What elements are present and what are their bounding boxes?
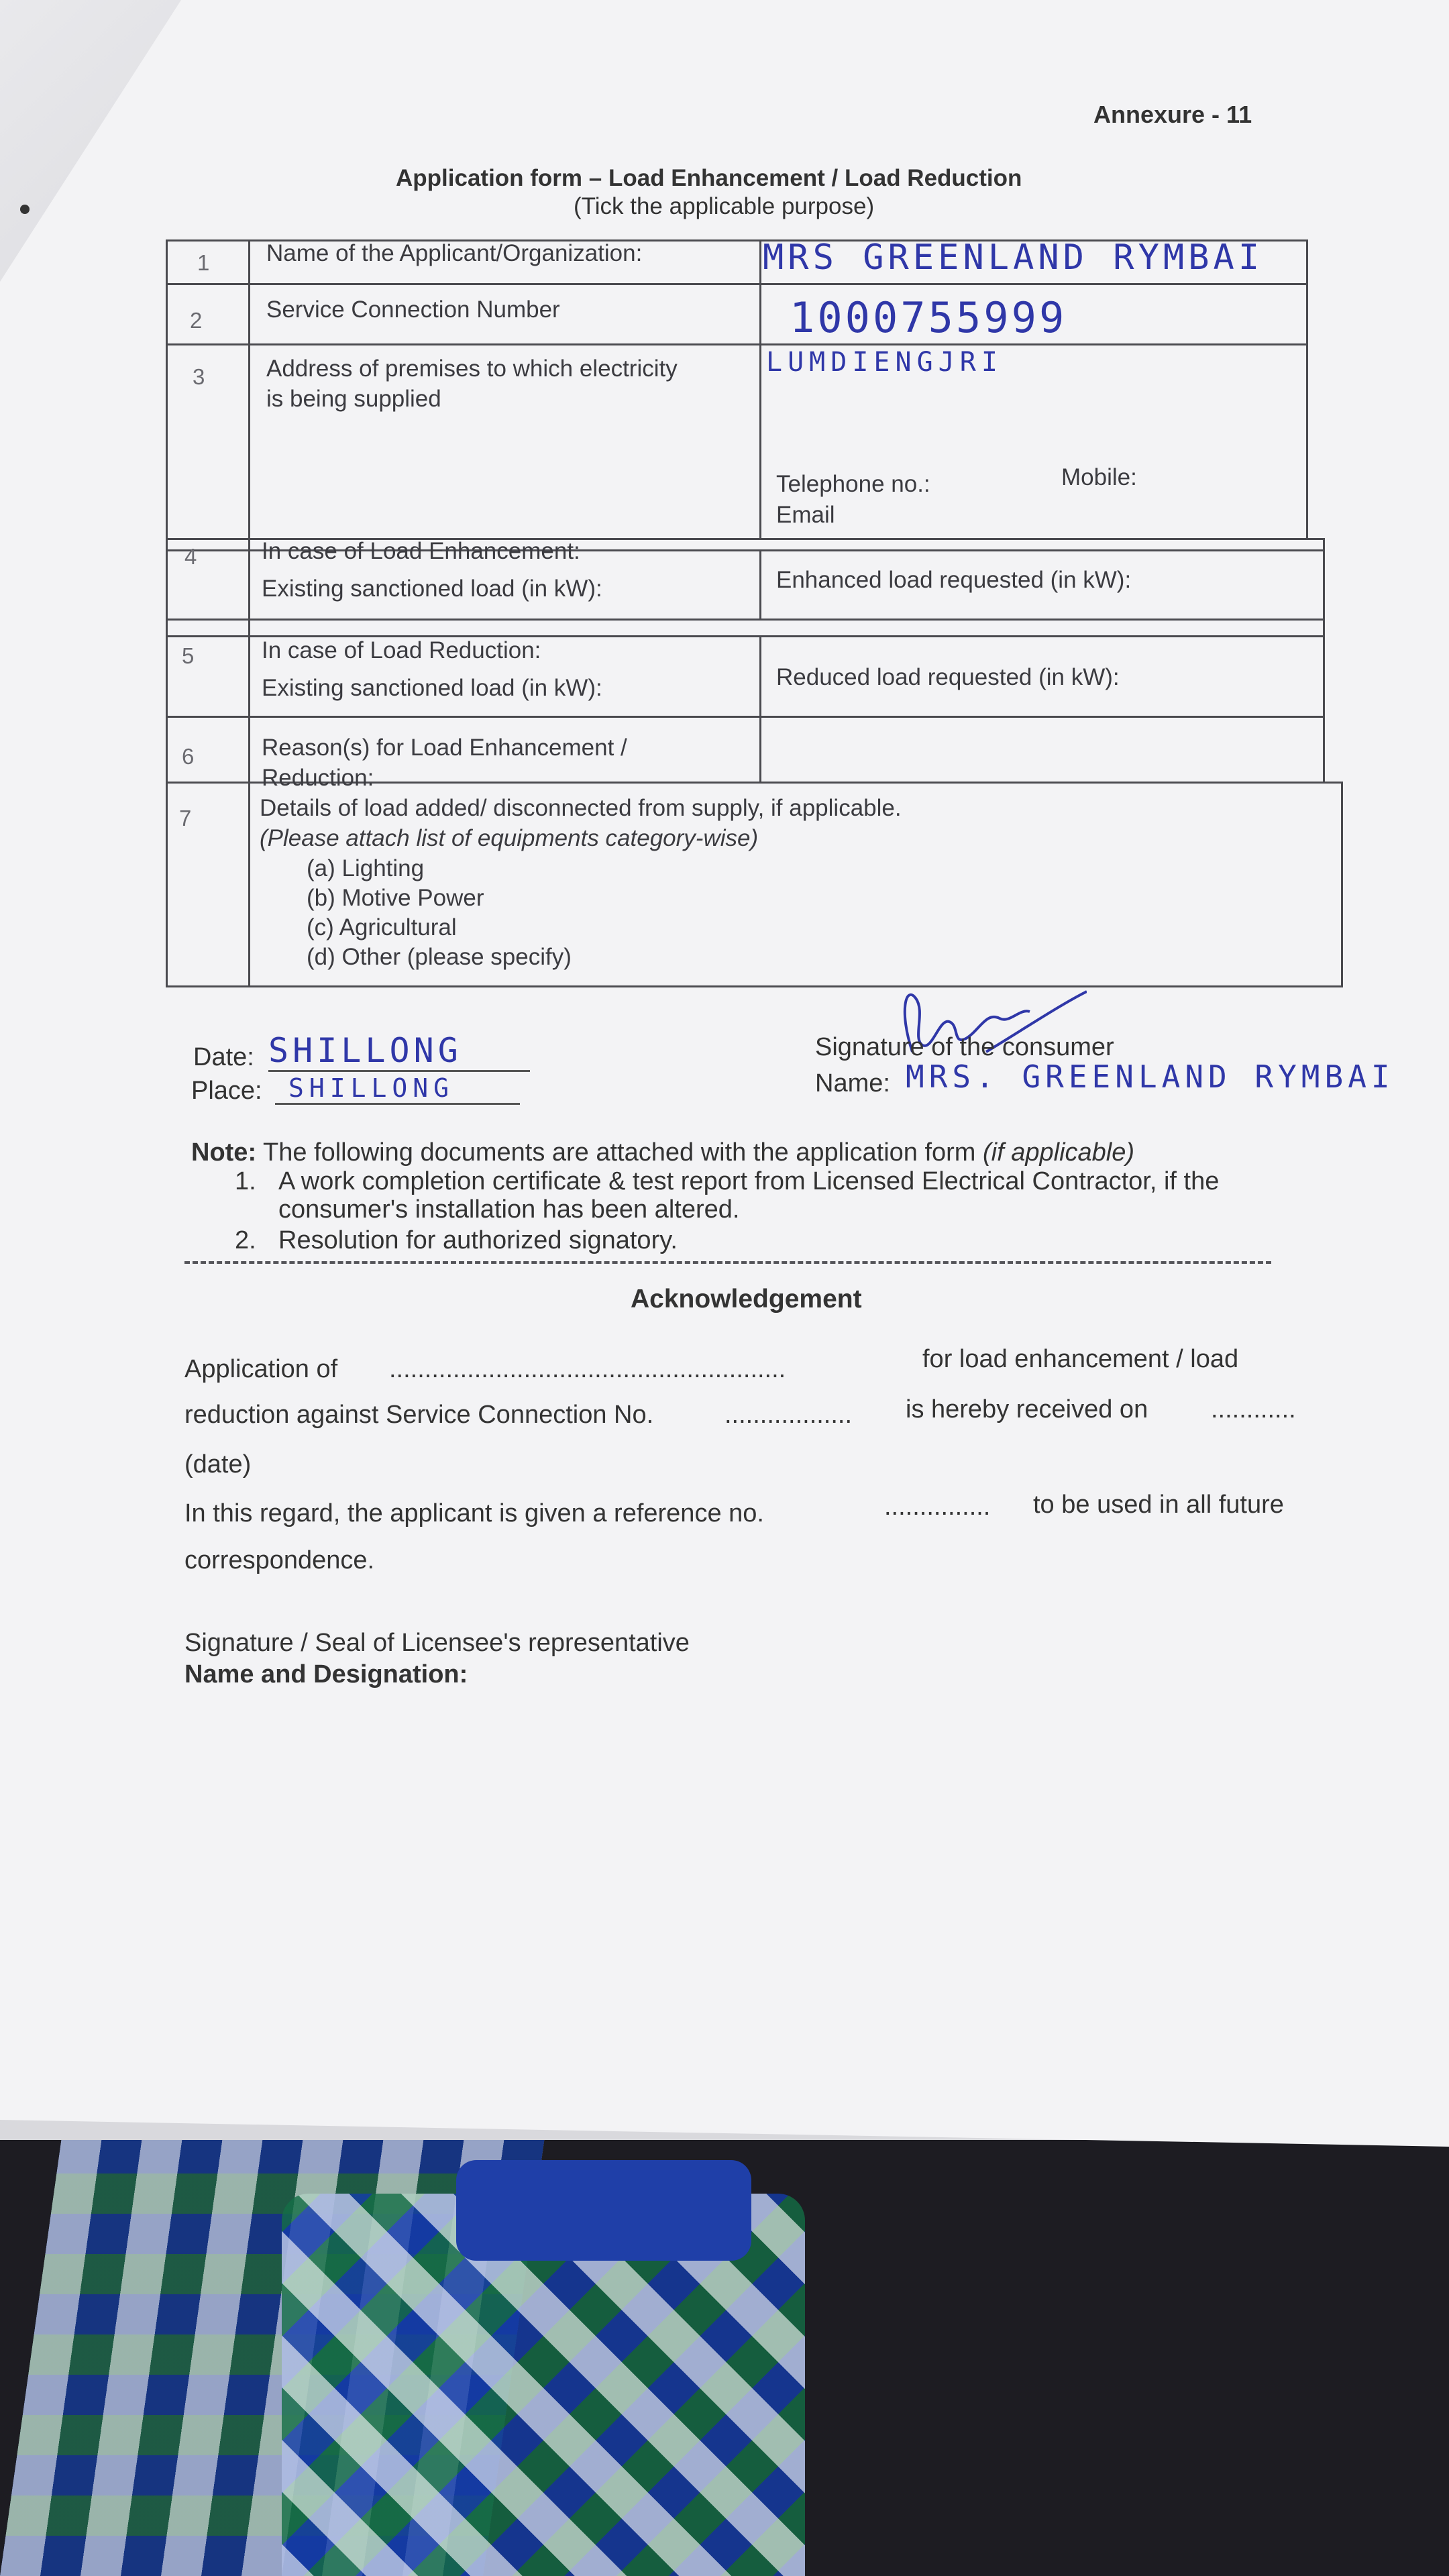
load-item-motive-power: (b) Motive Power <box>307 885 484 911</box>
place-value: SHILLONG <box>288 1073 455 1103</box>
reduction-existing-label: Existing sanctioned load (in kW): <box>262 675 602 701</box>
background-fabric <box>0 2140 1449 2576</box>
load-details-line2: (Please attach list of equipments category-wise) <box>260 825 759 851</box>
ack-line1-end: for load enhancement / load <box>922 1345 1239 1373</box>
note-item-number: 1. <box>235 1167 256 1195</box>
mobile-label: Mobile: <box>1061 464 1137 490</box>
email-label: Email <box>776 502 835 528</box>
address-label-line2: is being supplied <box>266 386 441 412</box>
enhancement-requested-label: Enhanced load requested (in kW): <box>776 567 1132 593</box>
applicant-name-value: MRS GREENLAND RYMBAI <box>763 237 1264 278</box>
ack-line2-start: reduction against Service Connection No. <box>184 1401 654 1429</box>
dashed-separator <box>184 1261 1271 1264</box>
enhancement-existing-label: Existing sanctioned load (in kW): <box>262 576 602 602</box>
ack-line2-mid: is hereby received on <box>906 1395 1148 1424</box>
service-connection-label: Service Connection Number <box>266 297 560 323</box>
row-number: 7 <box>179 806 192 830</box>
load-item-lighting: (a) Lighting <box>307 855 425 881</box>
service-connection-value: 1000755999 <box>790 293 1067 342</box>
row-number: 1 <box>197 250 210 275</box>
row-number: 5 <box>182 643 195 668</box>
name-designation-label: Name and Designation: <box>184 1660 468 1688</box>
load-item-agricultural: (c) Agricultural <box>307 914 457 941</box>
note-italic: (if applicable) <box>983 1138 1135 1167</box>
date-label: Date: <box>193 1043 254 1071</box>
name-label: Name: <box>815 1069 890 1097</box>
row-number: 4 <box>184 544 197 569</box>
load-item-other: (d) Other (please specify) <box>307 944 572 970</box>
date-value: SHILLONG <box>268 1031 462 1070</box>
fabric-blue-patch <box>456 2160 751 2261</box>
ack-line1-blank: ........................................................ <box>389 1355 786 1383</box>
licensee-signature-label: Signature / Seal of Licensee's representative <box>184 1629 690 1657</box>
annexure-label: Annexure - 11 <box>1093 101 1252 128</box>
reason-label-line1: Reason(s) for Load Enhancement / <box>262 735 627 761</box>
note-item-2-line1: Resolution for authorized signatory. <box>278 1226 678 1254</box>
date-underline <box>268 1031 530 1072</box>
date-received-blank: ............ <box>1211 1395 1296 1424</box>
service-connection-blank: .................. <box>724 1401 853 1429</box>
ack-line4-end: to be used in all future <box>1033 1491 1284 1519</box>
reduction-heading: In case of Load Reduction: <box>262 637 541 663</box>
note-item-1-line1: A work completion certificate & test report from Licensed Electrical Contractor, if the <box>278 1167 1220 1195</box>
form-title: Application form – Load Enhancement / Load Reduction <box>396 165 1022 191</box>
acknowledgement-title: Acknowledgement <box>631 1285 862 1313</box>
reference-no-blank: ............... <box>884 1493 991 1521</box>
address-value: LUMDIENGJRI <box>766 347 1003 378</box>
row-number: 2 <box>190 308 203 333</box>
note-text: The following documents are attached with the application form <box>262 1138 976 1167</box>
form-subtitle: (Tick the applicable purpose) <box>574 193 875 219</box>
background-dot <box>20 205 30 214</box>
place-label: Place: <box>191 1077 262 1105</box>
signature-label: Signature of the consumer <box>815 1033 1114 1061</box>
address-label-line1: Address of premises to which electricity <box>266 356 678 382</box>
note-item-1-line2: consumer's installation has been altered. <box>278 1195 740 1224</box>
note-bold-label: Note: <box>191 1138 257 1167</box>
load-details-line1: Details of load added/ disconnected from supply, if applicable. <box>260 795 902 821</box>
reduction-requested-label: Reduced load requested (in kW): <box>776 664 1120 690</box>
place-underline <box>275 1073 520 1105</box>
row-number: 3 <box>193 364 205 389</box>
enhancement-heading: In case of Load Enhancement: <box>262 538 580 564</box>
ack-date-hint: (date) <box>184 1450 252 1479</box>
ack-line5: correspondence. <box>184 1546 375 1574</box>
applicant-name-label: Name of the Applicant/Organization: <box>266 240 643 266</box>
ack-line4-start: In this regard, the applicant is given a reference no. <box>184 1499 764 1527</box>
telephone-label: Telephone no.: <box>776 471 930 497</box>
row-number: 6 <box>182 744 195 769</box>
ack-line1-start: Application of <box>184 1355 338 1383</box>
reason-label-line2: Reduction: <box>262 765 374 791</box>
consumer-name-value: MRS. GREENLAND RYMBAI <box>906 1059 1395 1095</box>
note-item-number: 2. <box>235 1226 256 1254</box>
application-table <box>166 219 1343 987</box>
